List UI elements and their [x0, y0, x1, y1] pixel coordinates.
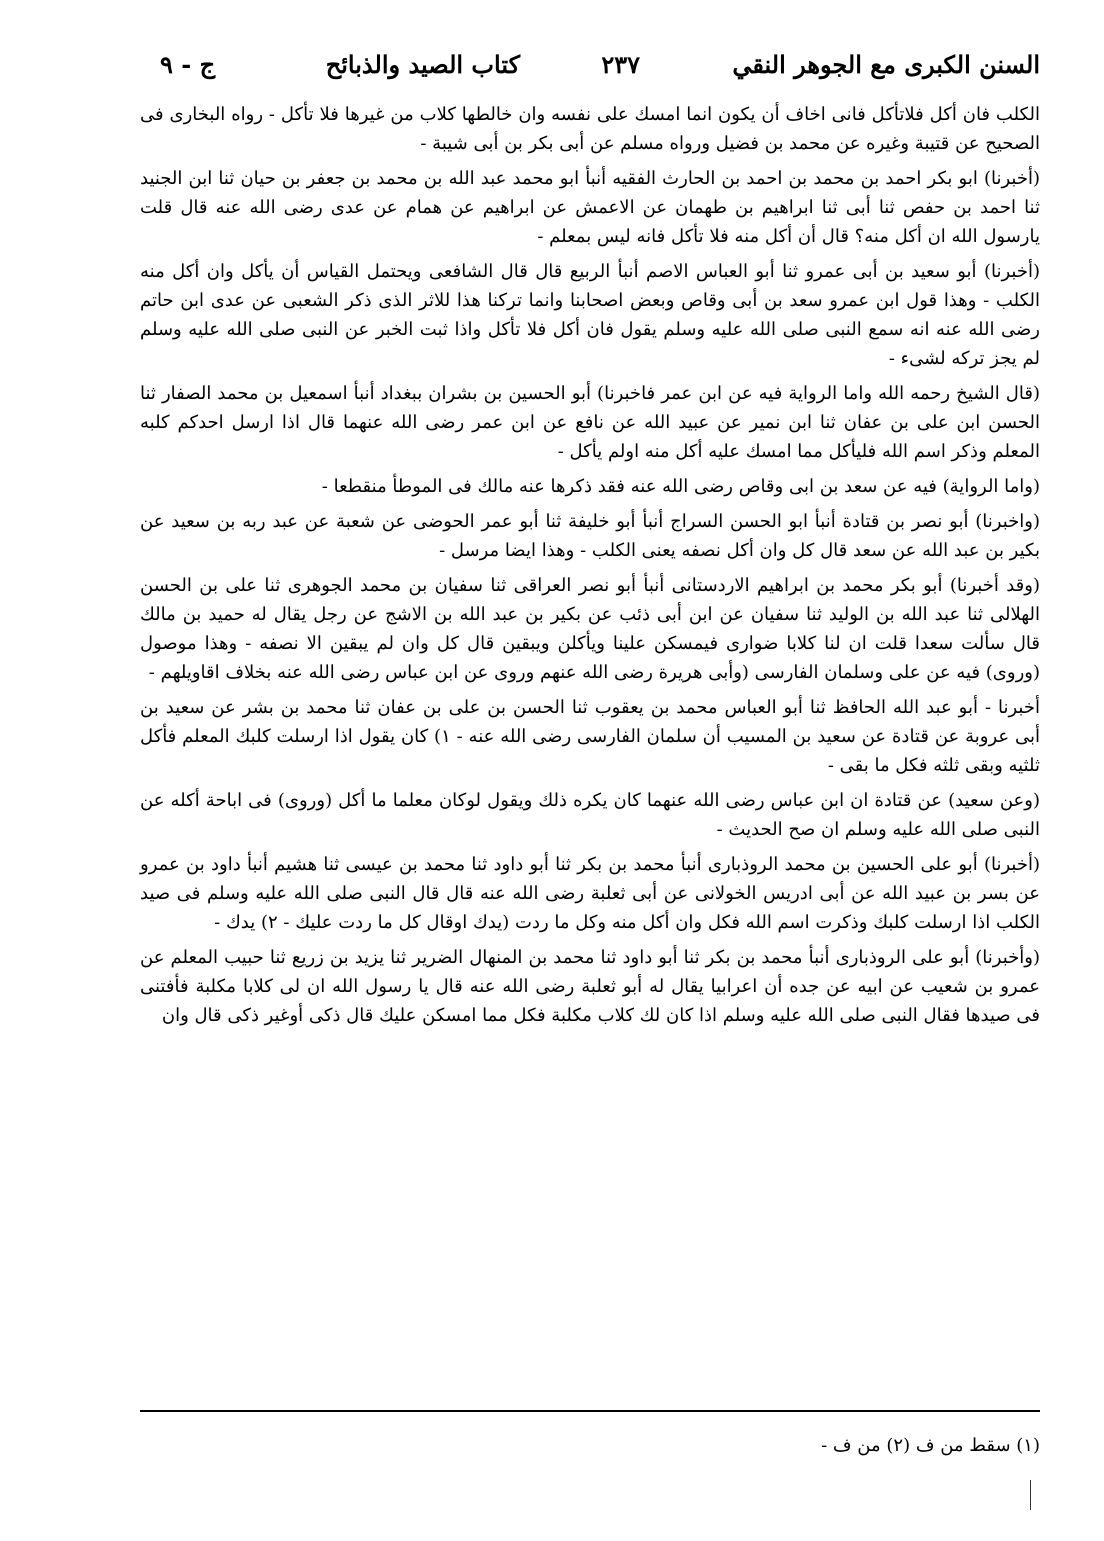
- footnote: (١) سقط من ف (٢) من ف -: [821, 1435, 1040, 1456]
- paragraph: (وعن سعيد) عن قتادة ان ابن عباس رضى الله عنهما كان يكره ذلك ويقول لوكان معلما ما أكل (وروى) فى اباحة أكله عن النبى صلى الله عليه وسلم ان صح الحديث -: [140, 790, 1040, 840]
- paragraph: أخبرنا - أبو عبد الله الحافظ ثنا أبو العباس محمد بن يعقوب ثنا الحسن بن على بن عفان ثنا محمد بن بشر عن سعيد بن أبى عروبة عن قتادة عن سعيد بن المسيب أن سلمان الفارسى رضى الله عنه - ١) كان يقول اذا ارسلت كلبك المعلم فأكل ثلثيه وبقى ثلثه فكل ما بقى -: [140, 697, 1040, 776]
- paragraph: (أخبرنا) أبو سعيد بن أبى عمرو ثنا أبو العباس الاصم أنبأ الربيع قال قال الشافعى ويحتمل القياس أن يأكل وان أكل منه الكلب - وهذا قول ابن عمرو سعد بن أبى وقاص وبعض اصحابنا وانما تركنا هذا للاثر الذى ذكر الشعبى عن عدى ابن حاتم رضى الله عنه انه سمع النبى صلى الله عليه وسلم يقول فان أكل فلا تأكل واذا ثبت الخبر عن النبى صلى الله عليه وسلم لم يجز تركه لشىء -: [140, 261, 1040, 369]
- margin-mark: [1030, 1480, 1031, 1510]
- paragraph: (أخبرنا) ابو بكر احمد بن محمد بن احمد بن الحارث الفقيه أنبأ ابو محمد عبد الله بن محمد بن جعفر بن حيان ثنا ابن الجنيد ثنا احمد بن حفص ثنا أبى ثنا ابراهيم بن طهمان عن الاعمش عن ابراهيم عن همام عن عدى رضى الله عنه قال قلت يارسول الله ان أكل منه؟ قال أن أكل منه فلا تأكل فانه ليس بمعلم -: [140, 168, 1040, 247]
- paragraph: الكلب فان أكل فلاتأكل فانى اخاف أن يكون انما امسك على نفسه وان خالطها كلاب من غيرها فلا تأكل - رواه البخارى فى الصحيح عن قتيبة وغيره عن محمد بن فضيل ورواه مسلم عن أبى بكر بن أبى شيبة -: [140, 104, 1040, 154]
- book-title: السنن الكبرى مع الجوهر النقي: [732, 50, 1040, 79]
- running-header: [160, 50, 1040, 100]
- chapter-title: كتاب الصيد والذبائح: [325, 50, 520, 79]
- page-number: ٢٣٧: [601, 50, 640, 79]
- paragraph: (واما الرواية) فيه عن سعد بن ابى وقاص رضى الله عنه فقد ذكرها عنه مالك فى الموطأ منقطعا -: [321, 476, 1040, 497]
- footnote-divider: [140, 1410, 1040, 1412]
- book-page: [140, 40, 1040, 1500]
- paragraph: (أخبرنا) أبو على الحسين بن محمد الروذبارى أنبأ محمد بن بكر ثنا أبو داود ثنا محمد بن عيسى ثنا هشيم أنبأ داود بن عمرو عن بسر بن عبيد الله عن أبى ادريس الخولانى عن أبى ثعلبة رضى الله عنه قال قال النبى صلى الله عليه وسلم فى صيد الكلب اذا ارسلت كلبك وذكرت اسم الله فكل وان أكل منه وكل ما ردت (يدك اوقال كل ما ردت عليك - ٢) يدك -: [140, 854, 1040, 933]
- paragraph: (قال الشيخ رحمه الله واما الرواية فيه عن ابن عمر فاخبرنا) أبو الحسين بن بشران ببغداد أنبأ اسمعيل بن محمد الصفار ثنا الحسن ابن على بن عفان ثنا ابن نمير عن عبيد الله عن نافع عن ابن عمر رضى الله عنهما قال اذا ارسل احدكم كلبه المعلم وذكر اسم الله فليأكل مما امسك عليه أكل منه اولم يأكل -: [140, 383, 1040, 462]
- volume-number: ج - ٩: [160, 50, 216, 79]
- main-text: [140, 100, 1040, 1036]
- paragraph: (وقد أخبرنا) أبو بكر محمد بن ابراهيم الاردستانى أنبأ أبو نصر العراقى ثنا سفيان بن محمد الجوهرى ثنا على بن الحسن الهلالى ثنا عبد الله بن الوليد ثنا سفيان عن ابن أبى ذئب عن بكير بن عبد الله بن الاشج عن رجل يقال له حميد بن مالك قال سألت سعدا قلت ان لنا كلابا ضوارى فيمسكن علينا ويأكلن ويبقين قال كل وان لم يبقين الا نصفه - وهذا موصول (وروى) فيه عن على وسلمان الفارسى (وأبى هريرة رضى الله عنهم وروى عن ابن عباس رضى الله عنه بخلاف اقاويلهم -: [140, 575, 1040, 683]
- paragraph: (وأخبرنا) أبو على الروذبارى أنبأ محمد بن بكر ثنا أبو داود ثنا محمد بن المنهال الضرير ثنا يزيد بن زريع ثنا حبيب المعلم عن عمرو بن شعيب عن ابيه عن جده أن اعرابيا يقال له أبو ثعلبة رضى الله عنه قال يا رسول الله ان لى كلابا مكلبة فأفتنى فى صيدها فقال النبى صلى الله عليه وسلم اذا كان لك كلاب مكلبة فكل مما امسكن عليك قال ذكى أوغير ذكى قال وان: [140, 947, 1040, 1026]
- paragraph: (واخبرنا) أبو نصر بن قتادة أنبأ ابو الحسن السراج أنبأ أبو خليفة ثنا أبو عمر الحوضى عن شعبة عن عبد ربه بن سعيد عن بكير بن عبد الله عن سعد قال كل وان أكل نصفه يعنى الكلب - وهذا ايضا مرسل -: [140, 511, 1040, 561]
